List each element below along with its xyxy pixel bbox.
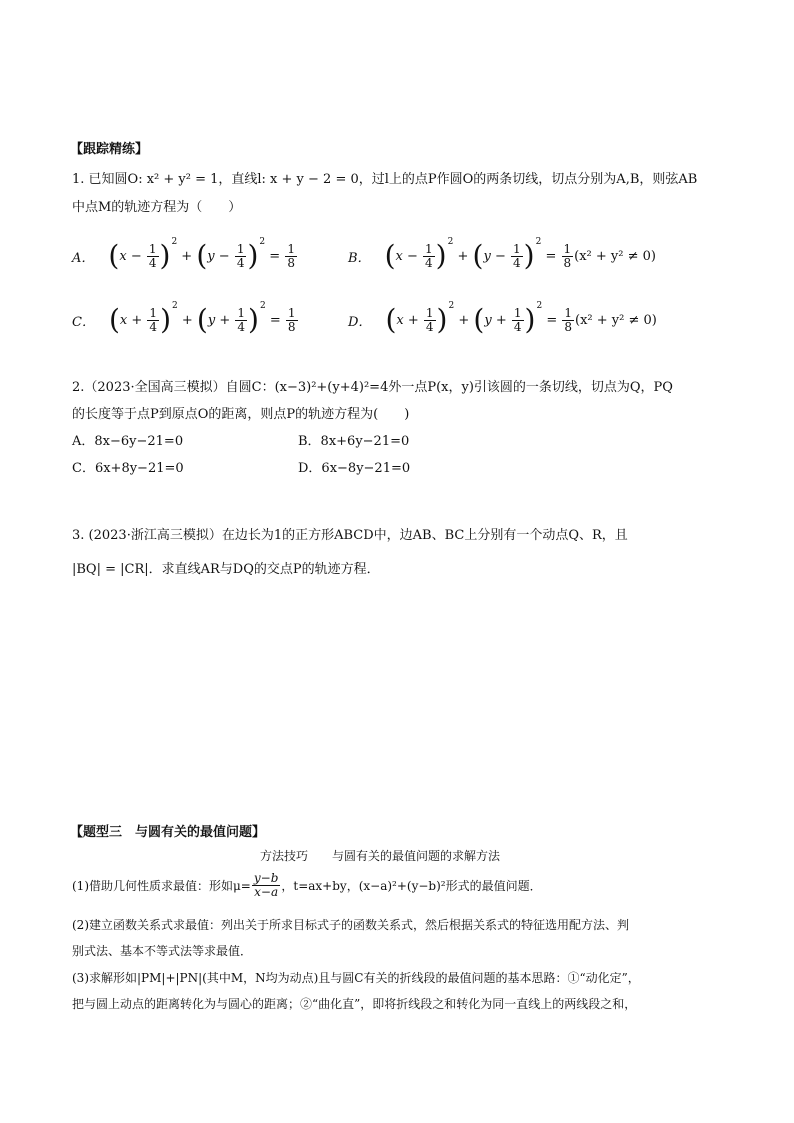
q2-option-a[interactable]: A．8x−6y−21=0: [72, 434, 184, 449]
q1-option-b[interactable]: B． ( x − $\frac{1}{4}$ ) 2 + ( y − $\frac{1}{4}$ ) 2 = $\frac{1}{8}$ (x² + y² ≠ 0): [348, 237, 656, 272]
q2-stem-line1: 2.（2023·全国高三模拟）自圆C：(x−3)²+(y+4)²=4外一点P(x，y)引该圆的一条切线，切点为Q，PQ: [72, 380, 673, 395]
q1-option-c[interactable]: C． ( x + $\frac{1}{4}$ ) 2 + ( y + $\frac{1}{4}$ ) 2 = $\frac{1}{8}$: [72, 301, 296, 336]
option-label: A．: [72, 250, 95, 266]
method-item-1: (1)借助几何性质求最值：形如μ= $\frac{y-b}{x-a}$ ，t=ax+by，(x−a)²+(y−b)²形式的最值问题．: [72, 871, 542, 899]
q1-option-d[interactable]: D． ( x + $\frac{1}{4}$ ) 2 + ( y + $\frac{1}{4}$ ) 2 = $\frac{1}{8}$ (x² + y² ≠ 0): [348, 301, 657, 336]
q2-option-d[interactable]: D．6x−8y−21=0: [298, 461, 411, 476]
section-title-type3: 【题型三 与圆有关的最值问题】: [70, 825, 266, 840]
method-item-2-line2: 别式法、基本不等式法等求最值．: [72, 944, 253, 958]
q3-stem-line1: 3. (2023·浙江高三模拟）在边长为1的正方形ABCD中，边AB、BC上分别有一个动点Q、R，且: [72, 528, 628, 543]
q1-stem-line2: 中点M的轨迹方程为（ ）: [72, 200, 242, 215]
method-heading: 方法技巧 与圆有关的最值问题的求解方法: [260, 849, 501, 863]
q3-stem-line2: |BQ| = |CR|．求直线AR与DQ的交点P的轨迹方程．: [72, 562, 380, 577]
option-label: D．: [348, 314, 372, 330]
q2-option-c[interactable]: C．6x+8y−21=0: [72, 461, 184, 476]
q1-option-a[interactable]: A． ( x − $\frac{1}{4}$ ) 2 + ( y − $\frac{1}{4}$ ) 2 = $\frac{1}{8}$: [72, 237, 295, 272]
option-label: C．: [72, 314, 95, 330]
method-item-3-line2: 把与圆上动点的距离转化为与圆心的距离；②“曲化直”，即将折线段之和转化为同一直线上的两线段之和，: [72, 997, 637, 1011]
section-title-tracking: 【跟踪精练】: [70, 142, 149, 157]
method-item-2-line1: (2)建立函数关系式求最值：列出关于所求目标式子的函数关系式，然后根据关系式的特征选用配方法、判: [72, 918, 630, 932]
option-label: B．: [348, 250, 371, 266]
q2-option-b[interactable]: B．8x+6y−21=0: [298, 434, 410, 449]
method-item-3-line1: (3)求解形如|PM|+|PN|(其中M，N均为动点)且与圆C有关的折线段的最值问题的基本思路：①“动化定”，: [72, 971, 640, 985]
q2-stem-line2: 的长度等于点P到原点O的距离，则点P的轨迹方程为( ): [72, 407, 410, 422]
q1-stem-line1: 1. 已知圆O: x² + y² = 1，直线l: x + y − 2 = 0，过l上的点P作圆O的两条切线，切点分别为A,B，则弦AB: [72, 172, 698, 187]
